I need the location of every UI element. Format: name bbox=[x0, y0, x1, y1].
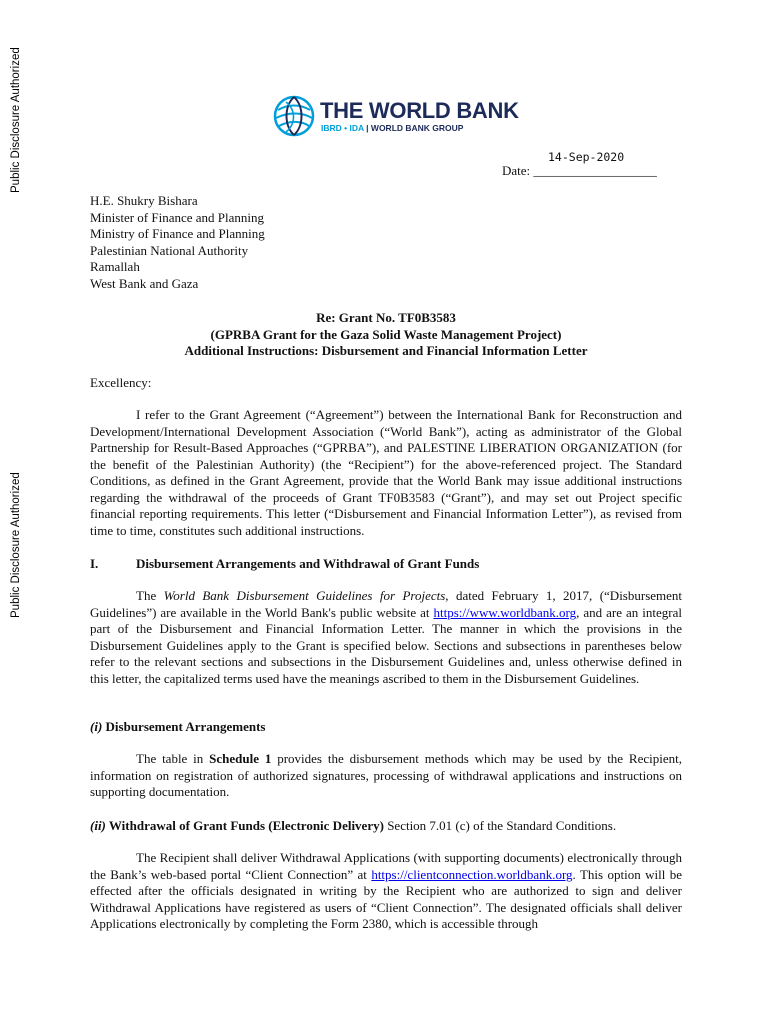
subsection-i-title: Disbursement Arrangements bbox=[102, 719, 266, 734]
subject-line: Additional Instructions: Disbursement and Financial Information Letter bbox=[184, 343, 588, 358]
side-label-middle: Public Disclosure Authorized bbox=[10, 472, 22, 618]
text-run: . This option will be effected after the officials designated in writing by the Recipient who are authorized to sign and deliver Withdrawal Applications have registered as users of “Client Connection”. The designated officials shall deliver Applications electronically by completing the Form 2380, which is accessible through bbox=[90, 866, 682, 931]
date-line: Date: ___________________ bbox=[502, 163, 657, 178]
schedule-paragraph bbox=[90, 751, 682, 801]
text-run: The table in bbox=[136, 751, 210, 766]
guidelines-title: World Bank Disbursement Guidelines for Projects bbox=[163, 588, 446, 603]
text-run: The bbox=[136, 588, 164, 603]
logo-separator: • bbox=[341, 123, 350, 133]
address-line: Palestinian National Authority bbox=[90, 242, 249, 258]
worldbank-link[interactable]: https://www.worldbank.org bbox=[433, 604, 577, 620]
globe-icon bbox=[272, 94, 316, 138]
logo-ida: IDA bbox=[349, 123, 364, 133]
subsection-i-number: (i) bbox=[90, 719, 103, 734]
schedule-ref: Schedule 1 bbox=[209, 751, 272, 766]
address-line: Minister of Finance and Planning bbox=[90, 209, 265, 225]
logo-ibrd: IBRD bbox=[321, 123, 342, 133]
subject-line: Re: Grant No. TF0B3583 bbox=[316, 310, 456, 325]
subsection-ii-number: (ii) bbox=[90, 818, 106, 833]
text-run: The Recipient shall deliver Withdrawal Applications (with supporting documents) electronically through the Bank’s web-based portal “Client Connection” at bbox=[90, 850, 682, 882]
address-line: West Bank and Gaza bbox=[90, 275, 199, 291]
subsection-ii-title: Withdrawal of Grant Funds (Electronic Delivery) bbox=[105, 818, 384, 833]
world-bank-logo bbox=[272, 92, 519, 142]
section-heading bbox=[90, 556, 682, 573]
address-block bbox=[90, 193, 265, 292]
text-run: , and are an integral part of the Disbursement and Financial Information Letter. The manner in which the provisions in the Disbursement Guidelines apply to the Grant is specified below. Sections and subsections in parentheses below refer to the relevant sections and subsections in the Disbursement Guidelines and, unless otherwise defined in this letter, the capitalized terms used have the meanings ascribed to them in the Disbursement Guidelines. bbox=[90, 604, 682, 686]
side-label-top: Public Disclosure Authorized bbox=[10, 47, 22, 193]
logo-bar: | bbox=[363, 123, 371, 133]
delivery-paragraph bbox=[90, 850, 682, 933]
logo-name: THE WORLD BANK bbox=[320, 98, 519, 123]
intro-paragraph: I refer to the Grant Agreement (“Agreement”) between the International Bank for Reconstruction and Development/International Development Association (“World Bank”), acting as administrator of the Global Partnership for Result-Based Approaches (“GPRBA”), and PALESTINE LIBERATION ORGANIZATION (for the benefit of the Palestinian Authority) (the “Recipient”) for the above-referenced project. The Standard Conditions, as defined in the Grant Agreement, provide that the World Bank may issue additional instructions regarding the withdrawal of the proceeds of Grant TF0B3583 (“Grant”), and may set out Project specific financial reporting requirements. This letter (“Disbursement and Financial Information Letter”), as revised from time to time, constitutes such additional instructions. bbox=[90, 407, 682, 538]
guidelines-paragraph bbox=[90, 588, 682, 687]
salutation: Excellency: bbox=[90, 375, 152, 390]
text-run: provides the disbursement methods which may be used by the Recipient, information on registration of authorized signatures, processing of withdrawal applications and instructions on supporting documentation. bbox=[90, 751, 682, 799]
subject-block bbox=[90, 310, 682, 360]
section-number: I. bbox=[90, 556, 99, 571]
date-stamp: 14-Sep-2020 bbox=[548, 150, 625, 164]
subsection-ii-rest: Section 7.01 (c) of the Standard Conditions. bbox=[383, 818, 617, 833]
subsection-ii-heading bbox=[90, 818, 682, 835]
client-connection-link[interactable]: https://clientconnection.worldbank.org bbox=[371, 866, 573, 882]
logo-group: WORLD BANK GROUP bbox=[370, 123, 464, 133]
text-run: , dated February 1, 2017, (“Disbursement Guidelines”) are available in the World Bank's public website at bbox=[90, 588, 683, 620]
subsection-i-heading bbox=[90, 719, 682, 736]
section-title: Disbursement Arrangements and Withdrawal of Grant Funds bbox=[136, 556, 480, 571]
address-line: Ministry of Finance and Planning bbox=[90, 226, 265, 241]
address-line: Ramallah bbox=[90, 259, 140, 274]
subject-line: (GPRBA Grant for the Gaza Solid Waste Management Project) bbox=[210, 326, 562, 342]
logo-subtitle bbox=[321, 123, 463, 133]
address-line: H.E. Shukry Bishara bbox=[90, 193, 198, 208]
